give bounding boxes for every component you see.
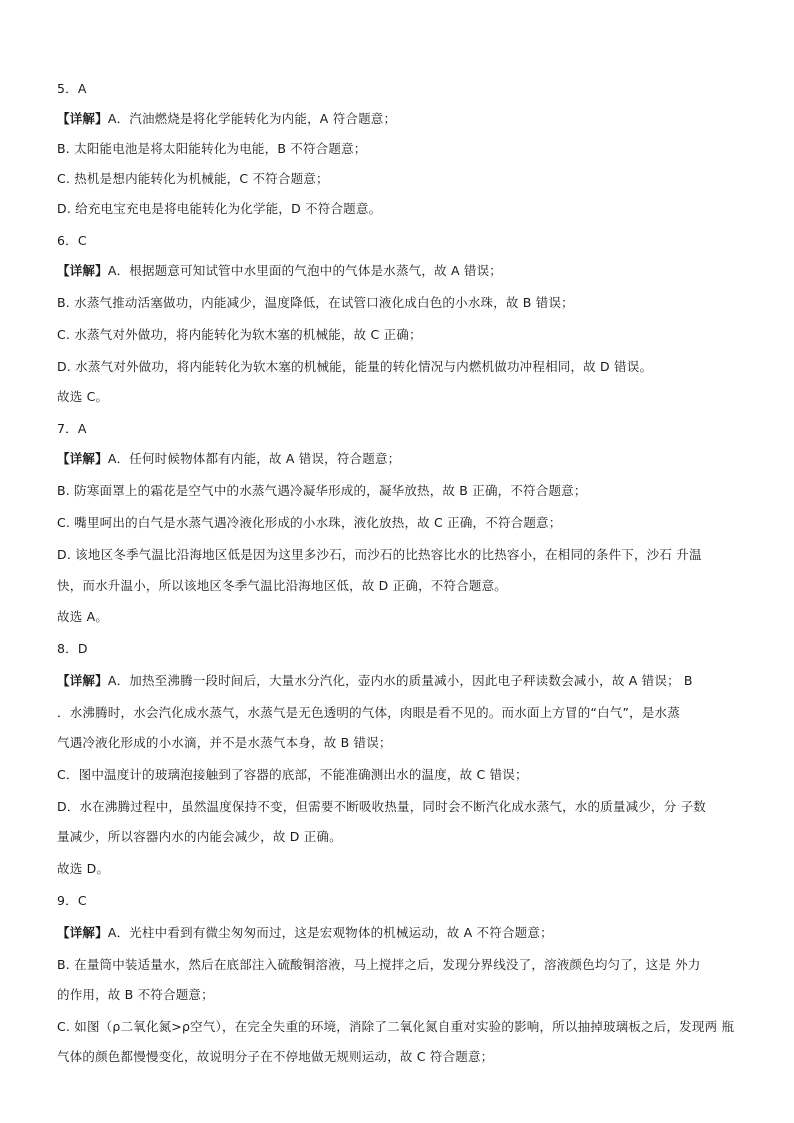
explanation-line: B. 太阳能电池是将太阳能转化为电能，B 不符合题意； — [57, 141, 367, 156]
explanation-line: 量减少，所以容器内水的内能会减少，故 D 正确。 — [57, 829, 342, 844]
explanation-line: 的作用，故 B 不符合题意； — [57, 987, 214, 1002]
explanation-tag: 【详解】 — [57, 673, 108, 688]
explanation-text: A．任何时候物体都有内能，故 A 错误，符合题意； — [107, 451, 401, 466]
explanation-line: D. 给充电宝充电是将电能转化为化学能，D 不符合题意。 — [57, 201, 382, 216]
explanation-line: ．水沸腾时，水会汽化成水蒸气，水蒸气是无色透明的气体，肉眼是看不见的。而水面上方冒的“白气”，是水蒸 — [57, 705, 680, 720]
explanation-line: C．图中温度计的玻璃泡接触到了容器的底部，不能准确测出水的温度，故 C 错误； — [57, 767, 528, 782]
explanation-line: 气体的颜色都慢慢变化，故说明分子在不停地做无规则运动，故 C 符合题意； — [57, 1049, 494, 1064]
explanation-line: B. 在量筒中装适量水，然后在底部注入硫酸铜溶液，马上搅拌之后，发现分界线没了，溶液颜色均匀了，这是 外力 — [57, 957, 701, 972]
explanation-first-line — [57, 450, 747, 468]
explanation-tag: 【详解】 — [57, 263, 108, 278]
answer-number: 8．D — [57, 641, 88, 656]
explanation-tag: 【详解】 — [57, 111, 108, 126]
explanation-line: C. 水蒸气对外做功，将内能转化为软木塞的机械能，故 C 正确； — [57, 327, 422, 342]
explanation-line: C. 热机是想内能转化为机械能，C 不符合题意； — [57, 171, 329, 186]
explanation-line: D. 水蒸气对外做功，将内能转化为软木塞的机械能，能量的转化情况与内燃机做功冲程相同，故 D 错误。 — [57, 359, 653, 374]
explanation-line: C. 嘴里呵出的白气是水蒸气遇冷液化形成的小水珠，液化放热，故 C 正确，不符合题意； — [57, 515, 562, 530]
conclusion-line: 故选 D。 — [57, 861, 110, 876]
explanation-text: A．汽油燃烧是将化学能转化为内能，A 符合题意； — [107, 111, 397, 126]
explanation-tag: 【详解】 — [57, 925, 108, 940]
explanation-line: 气遇冷液化形成的小水滴，并不是水蒸气本身，故 B 错误； — [57, 735, 392, 750]
explanation-first-line — [57, 672, 747, 690]
answer-number: 5．A — [57, 81, 87, 96]
explanation-line: 快，而水升温小，所以该地区冬季气温比沿海地区低，故 D 正确，不符合题意。 — [57, 578, 507, 593]
explanation-tag: 【详解】 — [57, 451, 108, 466]
explanation-first-line — [57, 924, 747, 942]
explanation-first-line — [57, 110, 747, 128]
explanation-text: A．加热至沸腾一段时间后，大量水分汽化，壶内水的质量减小，因此电子秤读数会减小，故 A 错误； B — [107, 673, 693, 688]
explanation-line: C. 如图（ρ二氧化氮>ρ空气），在完全失重的环境，消除了二氧化氮自重对实验的影响，所以抽掉玻璃板之后，发现两 瓶 — [57, 1019, 735, 1034]
explanation-first-line — [57, 262, 747, 280]
explanation-line: B. 防寒面罩上的霜花是空气中的水蒸气遇冷凝华形成的，凝华放热，故 B 正确，不符合题意； — [57, 483, 587, 498]
explanation-text: A．光柱中看到有微尘匆匆而过，这是宏观物体的机械运动，故 A 不符合题意； — [107, 925, 553, 940]
explanation-line: D．水在沸腾过程中，虽然温度保持不变，但需要不断吸收热量，同时会不断汽化成水蒸气，水的质量减少，分 子数 — [57, 799, 707, 814]
answer-number: 7．A — [57, 421, 87, 436]
conclusion-line: 故选 A。 — [57, 609, 109, 624]
answer-number: 6．C — [57, 233, 87, 248]
explanation-line: D. 该地区冬季气温比沿海地区低是因为这里多沙石，而沙石的比热容比水的比热容小，在相同的条件下，沙石 升温 — [57, 547, 702, 562]
explanation-line: B. 水蒸气推动活塞做功，内能减少，温度降低，在试管口液化成白色的小水珠，故 B 错误； — [57, 295, 574, 310]
conclusion-line: 故选 C。 — [57, 389, 109, 404]
answer-number: 9．C — [57, 893, 87, 908]
explanation-text: A．根据题意可知试管中水里面的气泡中的气体是水蒸气，故 A 错误； — [107, 263, 502, 278]
